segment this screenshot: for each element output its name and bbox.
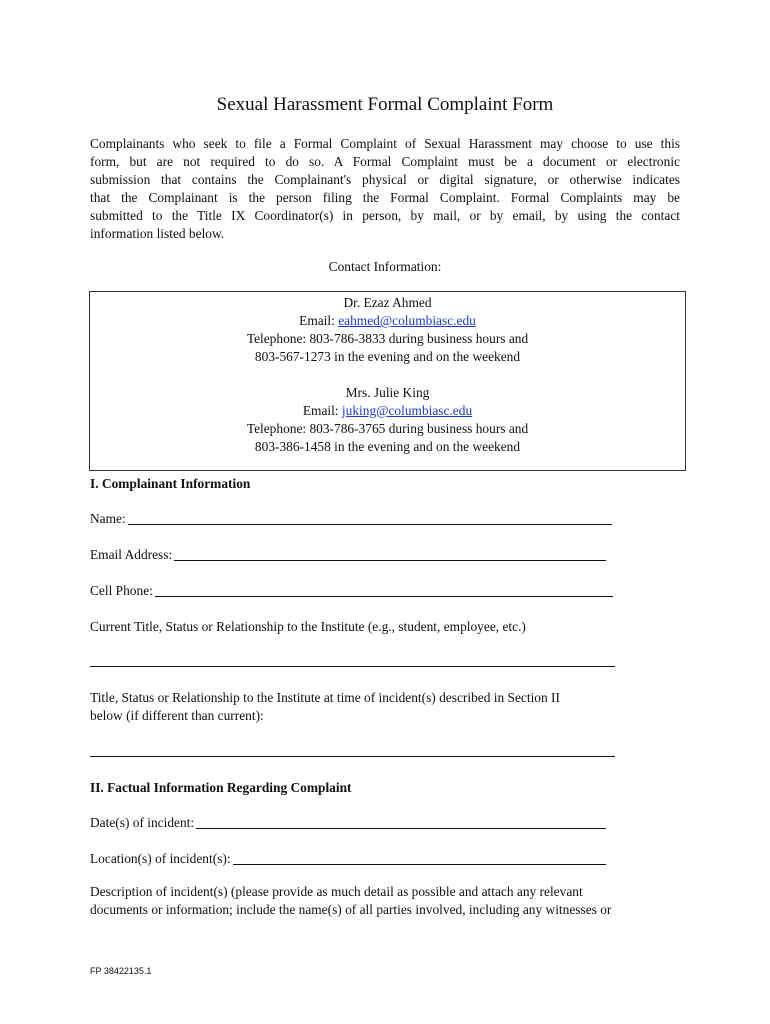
dates-label: Date(s) of incident: bbox=[90, 815, 195, 830]
description-line: Description of incident(s) (please provide as much detail as possible and attach any relevant bbox=[90, 884, 583, 899]
contact-name: Mrs. Julie King bbox=[345, 385, 430, 400]
contact-block-king bbox=[90, 384, 685, 456]
email-label: Email: bbox=[302, 403, 342, 418]
past-title-label bbox=[90, 689, 560, 725]
footer-doc-id: FP 38422135.1 bbox=[90, 966, 152, 976]
cell-phone-input-line[interactable] bbox=[155, 595, 613, 597]
contact-phone: 803-567-1273 in the evening and on the weekend bbox=[254, 349, 521, 364]
section-heading-factual: II. Factual Information Regarding Complaint bbox=[90, 780, 352, 795]
cell-phone-label: Cell Phone: bbox=[90, 583, 153, 598]
contact-email-row bbox=[90, 402, 685, 420]
current-title-input-line[interactable] bbox=[90, 666, 615, 667]
section-heading-complainant: I. Complainant Information bbox=[90, 476, 251, 491]
contact-phone: Telephone: 803-786-3833 during business hours and bbox=[246, 331, 529, 346]
locations-field[interactable] bbox=[90, 851, 606, 867]
locations-input-line[interactable] bbox=[233, 863, 606, 865]
dates-field[interactable] bbox=[90, 815, 606, 831]
email-address-label: Email Address: bbox=[90, 547, 173, 562]
past-title-input-line[interactable] bbox=[90, 756, 615, 757]
cell-phone-field[interactable] bbox=[90, 583, 613, 599]
past-title-line: below (if different than current): bbox=[90, 708, 264, 723]
name-field[interactable] bbox=[90, 511, 612, 527]
dates-input-line[interactable] bbox=[196, 827, 606, 829]
contact-phone: 803-386-1458 in the evening and on the weekend bbox=[254, 439, 521, 454]
intro-paragraph bbox=[90, 135, 680, 243]
contact-block-ahmed bbox=[90, 294, 685, 366]
email-input-line[interactable] bbox=[174, 559, 606, 561]
past-title-line: Title, Status or Relationship to the Institute at time of incident(s) described in Section II bbox=[90, 690, 560, 705]
contact-phone: Telephone: 803-786-3765 during business hours and bbox=[246, 421, 529, 436]
intro-line: submitted to the Title IX Coordinator(s) in person, by mail, or by email, by using the contact bbox=[90, 208, 680, 223]
locations-label: Location(s) of incident(s): bbox=[90, 851, 231, 866]
intro-line: Complainants who seek to file a Formal Complaint of Sexual Harassment may choose to use this bbox=[90, 136, 680, 151]
description-line: documents or information; include the name(s) of all parties involved, including any witnesses or bbox=[90, 902, 612, 917]
contact-email-link[interactable]: juking@columbiasc.edu bbox=[341, 403, 473, 418]
contact-email-link[interactable]: eahmed@columbiasc.edu bbox=[338, 313, 476, 328]
intro-line: information listed below. bbox=[90, 226, 225, 241]
email-label: Email: bbox=[299, 313, 339, 328]
intro-line: that the Complainant is the person filing the Formal Complaint. Formal Complaints may be bbox=[90, 190, 680, 205]
intro-line: submission that contains the Complainant's physical or digital signature, or otherwise indicates bbox=[90, 172, 680, 187]
contact-heading: Contact Information: bbox=[328, 259, 442, 274]
current-title-label: Current Title, Status or Relationship to the Institute (e.g., student, employee, etc.) bbox=[90, 619, 526, 634]
contact-name: Dr. Ezaz Ahmed bbox=[343, 295, 432, 310]
page-title: Sexual Harassment Formal Complaint Form bbox=[216, 94, 554, 115]
name-input-line[interactable] bbox=[128, 523, 612, 525]
intro-line: form, but are not required to do so. A Formal Complaint must be a document or electronic bbox=[90, 154, 680, 169]
contact-box bbox=[89, 291, 686, 471]
name-label: Name: bbox=[90, 511, 126, 526]
contact-email-row bbox=[90, 312, 685, 330]
email-field[interactable] bbox=[90, 547, 606, 563]
description-label bbox=[90, 883, 680, 919]
